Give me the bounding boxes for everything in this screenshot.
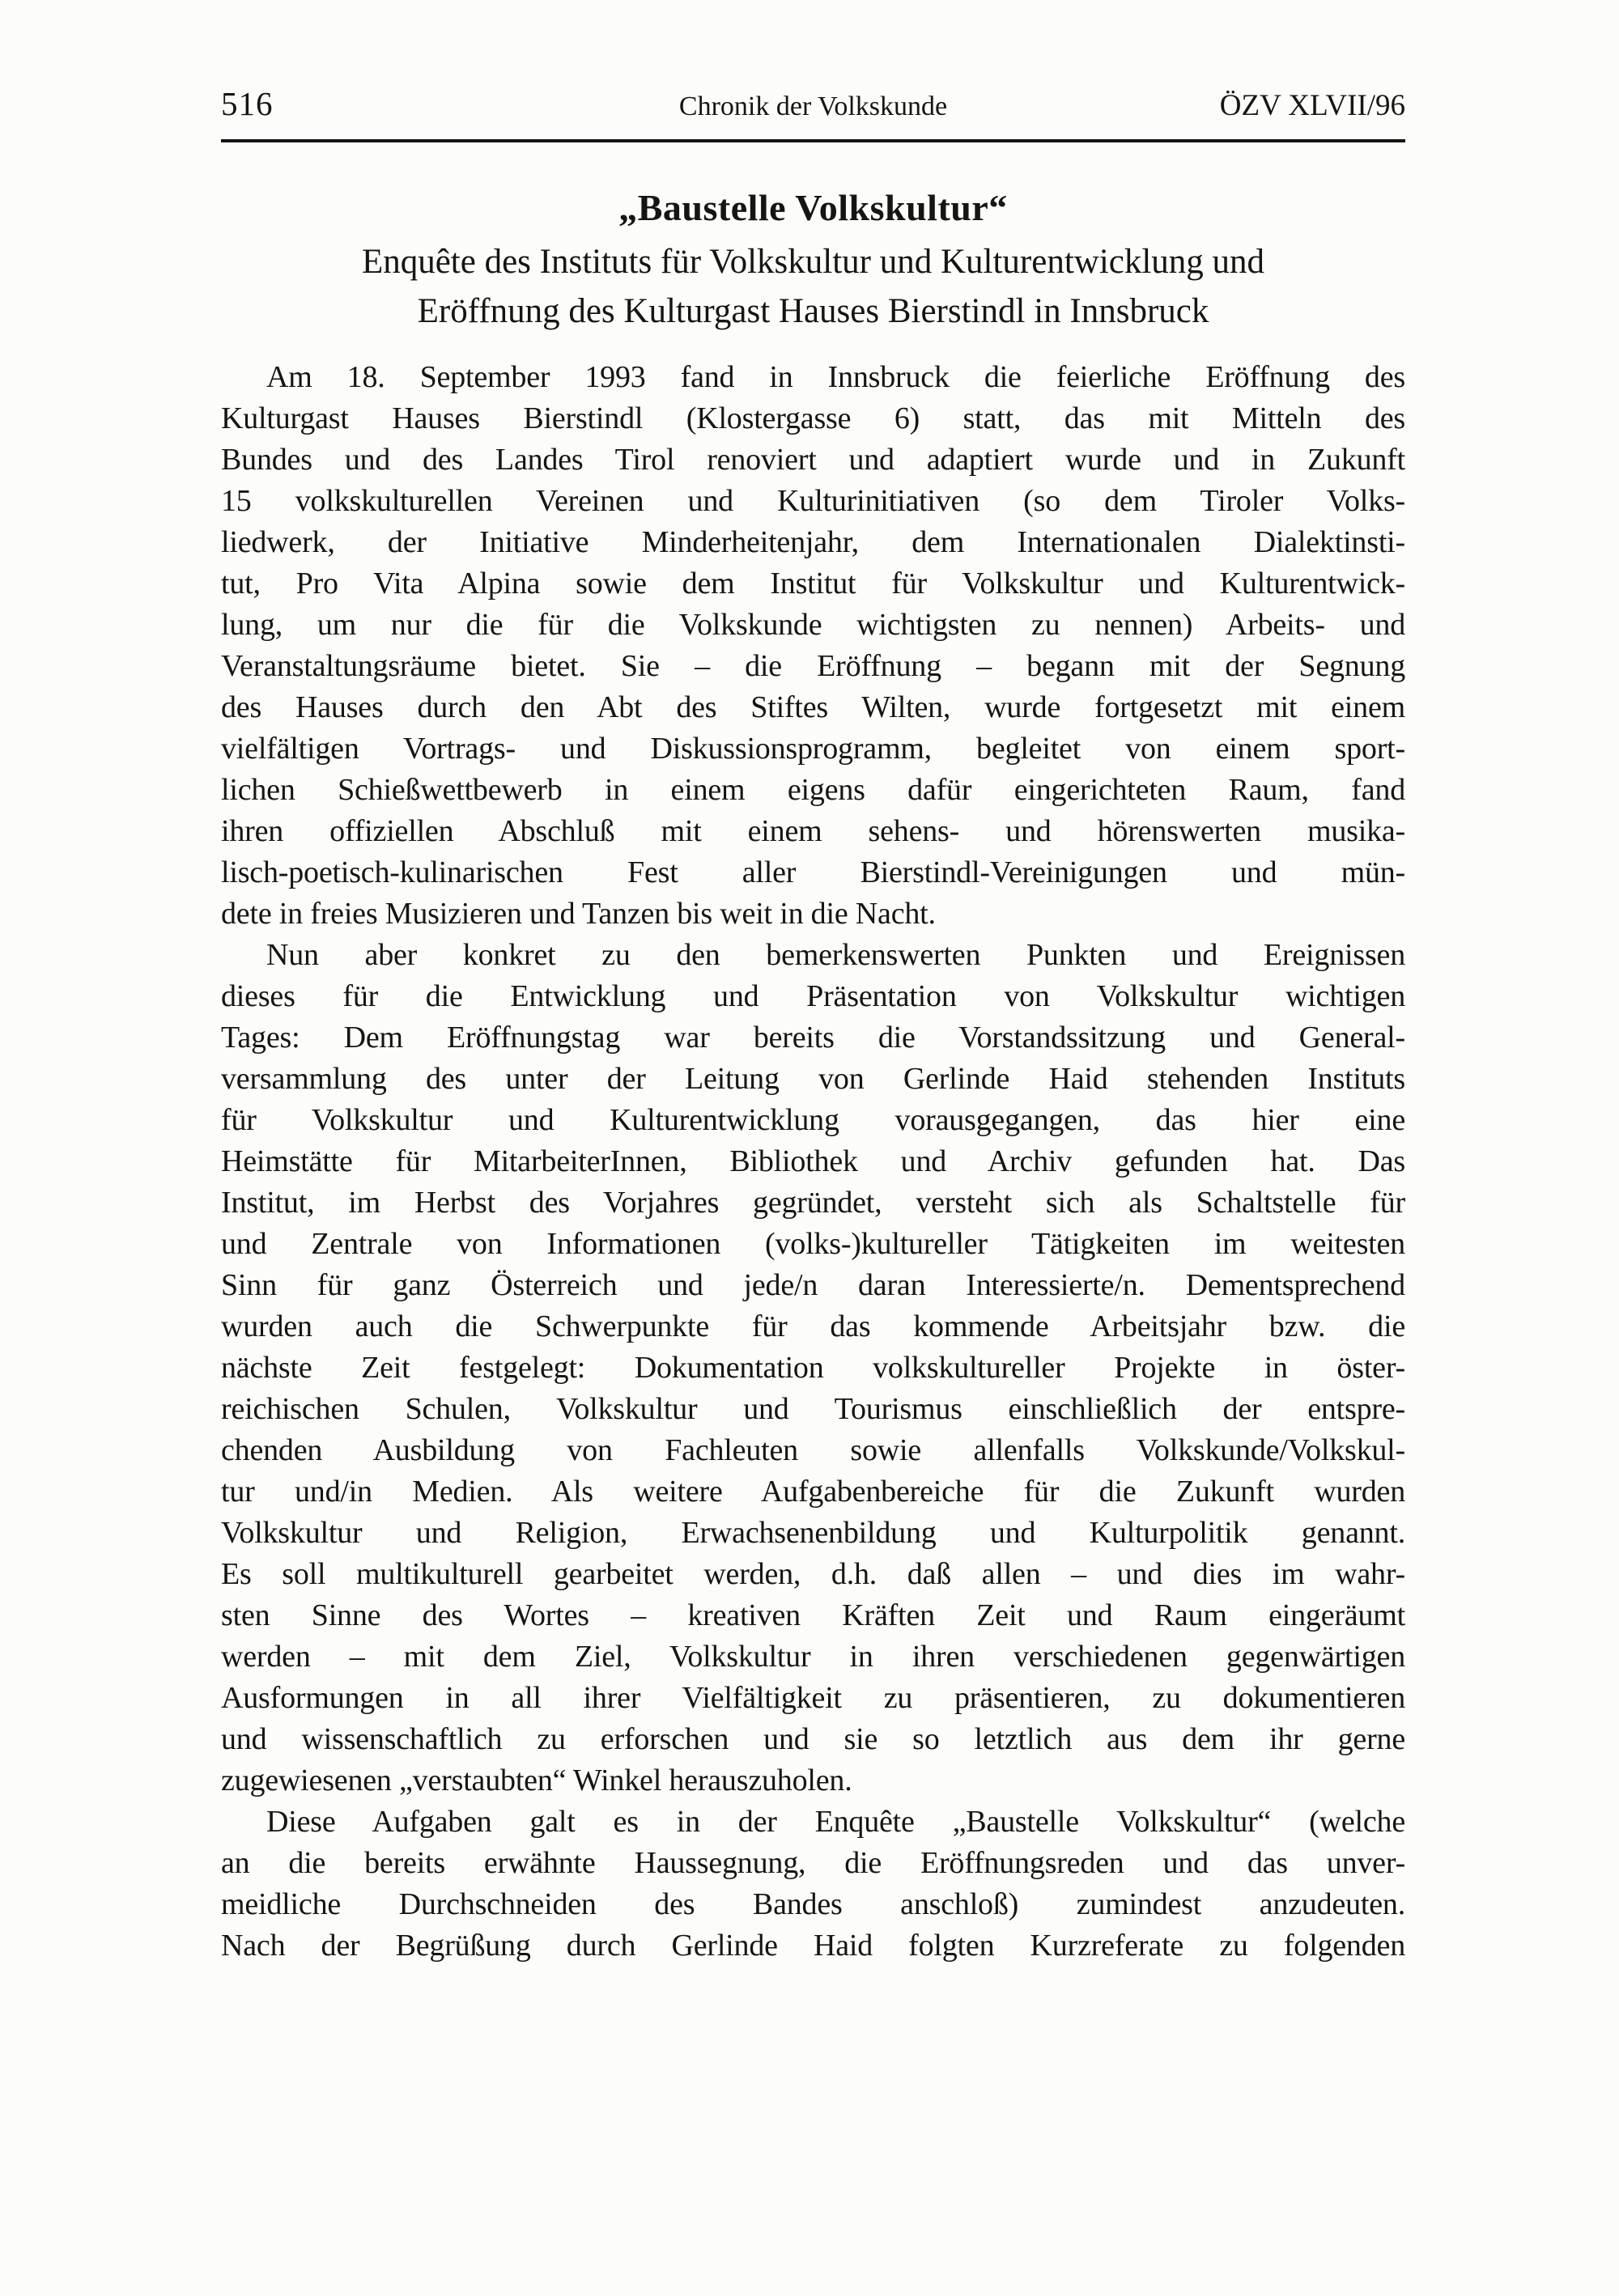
paragraph: [221, 1802, 1405, 1967]
article-subtitle-line: Eröffnung des Kulturgast Hauses Bierstindl in Innsbruck: [417, 292, 1209, 330]
body-text-line: Heimstätte für MitarbeiterInnen, Bibliothek und Archiv gefunden hat. Das: [221, 1144, 1405, 1178]
body-text-line: chenden Ausbildung von Fachleuten sowie allenfalls Volkskunde/Volkskul-: [221, 1433, 1405, 1467]
body-text-line: 15 volkskulturellen Vereinen und Kulturinitiativen (so dem Tiroler Volks-: [221, 484, 1405, 518]
body-text-line: an die bereits erwähnte Haussegnung, die Eröffnungsreden und das unver-: [221, 1846, 1405, 1880]
body-text-line: Institut, im Herbst des Vorjahres gegründet, versteht sich als Schaltstelle für: [221, 1186, 1405, 1220]
paragraph: [221, 357, 1405, 935]
body-text-line: tut, Pro Vita Alpina sowie dem Institut für Volkskultur und Kulturentwick-: [221, 567, 1405, 601]
body-text-line: Veranstaltungsräume bietet. Sie – die Eröffnung – begann mit der Segnung: [221, 649, 1405, 683]
body-text-line: dete in freies Musizieren und Tanzen bis weit in die Nacht.: [221, 897, 936, 931]
body-text-line: reichischen Schulen, Volkskultur und Tourismus einschließlich der entspre-: [221, 1392, 1405, 1426]
header-rule: [221, 139, 1405, 142]
body-text-line: sten Sinne des Wortes – kreativen Kräften Zeit und Raum eingeräumt: [221, 1598, 1405, 1632]
body-text-line: werden – mit dem Ziel, Volkskultur in ihren verschiedenen gegenwärtigen: [221, 1640, 1405, 1674]
paragraph: [221, 935, 1405, 1802]
body-text-line: des Hauses durch den Abt des Stiftes Wilten, wurde fortgesetzt mit einem: [221, 690, 1405, 724]
body-text-line: Sinn für ganz Österreich und jede/n daran Interessierte/n. Dementsprechend: [221, 1268, 1405, 1302]
body-text-line: dieses für die Entwicklung und Präsentation von Volkskultur wichtigen: [221, 979, 1405, 1013]
body-text-line: für Volkskultur und Kulturentwicklung vorausgegangen, das hier eine: [221, 1103, 1405, 1137]
body-text-line: lisch-poetisch-kulinarischen Fest aller Bierstindl-Vereinigungen und mün-: [221, 855, 1405, 889]
body-text-line: Am 18. September 1993 fand in Innsbruck die feierliche Eröffnung des: [266, 360, 1405, 394]
body-text-line: Ausformungen in all ihrer Vielfältigkeit zu präsentieren, zu dokumentieren: [221, 1681, 1405, 1715]
body-text-line: liedwerk, der Initiative Minderheitenjahr, dem Internationalen Dialektinsti-: [221, 525, 1405, 559]
body-text-line: vielfältigen Vortrags- und Diskussionsprogramm, begleitet von einem sport-: [221, 732, 1405, 766]
page-content: [221, 0, 1405, 1967]
body-text-line: Nach der Begrüßung durch Gerlinde Haid folgten Kurzreferate zu folgenden: [221, 1929, 1405, 1963]
body-text-line: Es soll multikulturell gearbeitet werden, d.h. daß allen – und dies im wahr-: [221, 1557, 1405, 1591]
body-text-line: wurden auch die Schwerpunkte für das kommende Arbeitsjahr bzw. die: [221, 1309, 1405, 1343]
body-text-line: zugewiesenen „verstaubten“ Winkel herauszuholen.: [221, 1763, 852, 1797]
body-text-line: lichen Schießwettbewerb in einem eigens dafür eingerichteten Raum, fand: [221, 773, 1405, 807]
body-text-line: versammlung des unter der Leitung von Gerlinde Haid stehenden Instituts: [221, 1062, 1405, 1096]
body-text-line: ihren offiziellen Abschluß mit einem sehens- und hörenswerten musika-: [221, 814, 1405, 848]
body-text-line: Bundes und des Landes Tirol renoviert und adaptiert wurde und in Zukunft: [221, 443, 1405, 477]
journal-volume-ref: ÖZV XLVII/96: [1219, 89, 1405, 122]
page-header: [221, 84, 1405, 123]
body-text-line: nächste Zeit festgelegt: Dokumentation volkskultureller Projekte in öster-: [221, 1351, 1405, 1385]
article-subtitle-line: Enquête des Instituts für Volkskultur und Kulturentwicklung und: [361, 243, 1265, 281]
body-text-line: Tages: Dem Eröffnungstag war bereits die Vorstandssitzung und General-: [221, 1021, 1405, 1055]
body-text-line: und Zentrale von Informationen (volks-)kultureller Tätigkeiten im weitesten: [221, 1227, 1405, 1261]
body-text-line: und wissenschaftlich zu erforschen und sie so letztlich aus dem ihr gerne: [221, 1722, 1405, 1756]
body-text-line: Nun aber konkret zu den bemerkenswerten Punkten und Ereignissen: [266, 938, 1405, 972]
body-text-line: Diese Aufgaben galt es in der Enquête „Baustelle Volkskultur“ (welche: [266, 1805, 1405, 1839]
article-title: „Baustelle Volkskultur“: [618, 187, 1008, 228]
body-text-line: Kulturgast Hauses Bierstindl (Klostergasse 6) statt, das mit Mitteln des: [221, 401, 1405, 435]
body-text-line: Volkskultur und Religion, Erwachsenenbildung und Kulturpolitik genannt.: [221, 1516, 1405, 1550]
body-text-line: tur und/in Medien. Als weitere Aufgabenbereiche für die Zukunft wurden: [221, 1475, 1405, 1509]
article-body: [221, 357, 1405, 1967]
running-title: Chronik der Volkskunde: [678, 91, 948, 121]
page-number: 516: [221, 85, 274, 122]
body-text-line: lung, um nur die für die Volkskunde wichtigsten zu nennen) Arbeits- und: [221, 608, 1405, 642]
body-text-line: meidliche Durchschneiden des Bandes anschloß) zumindest anzudeuten.: [221, 1887, 1405, 1921]
article-subtitle: [221, 237, 1405, 336]
